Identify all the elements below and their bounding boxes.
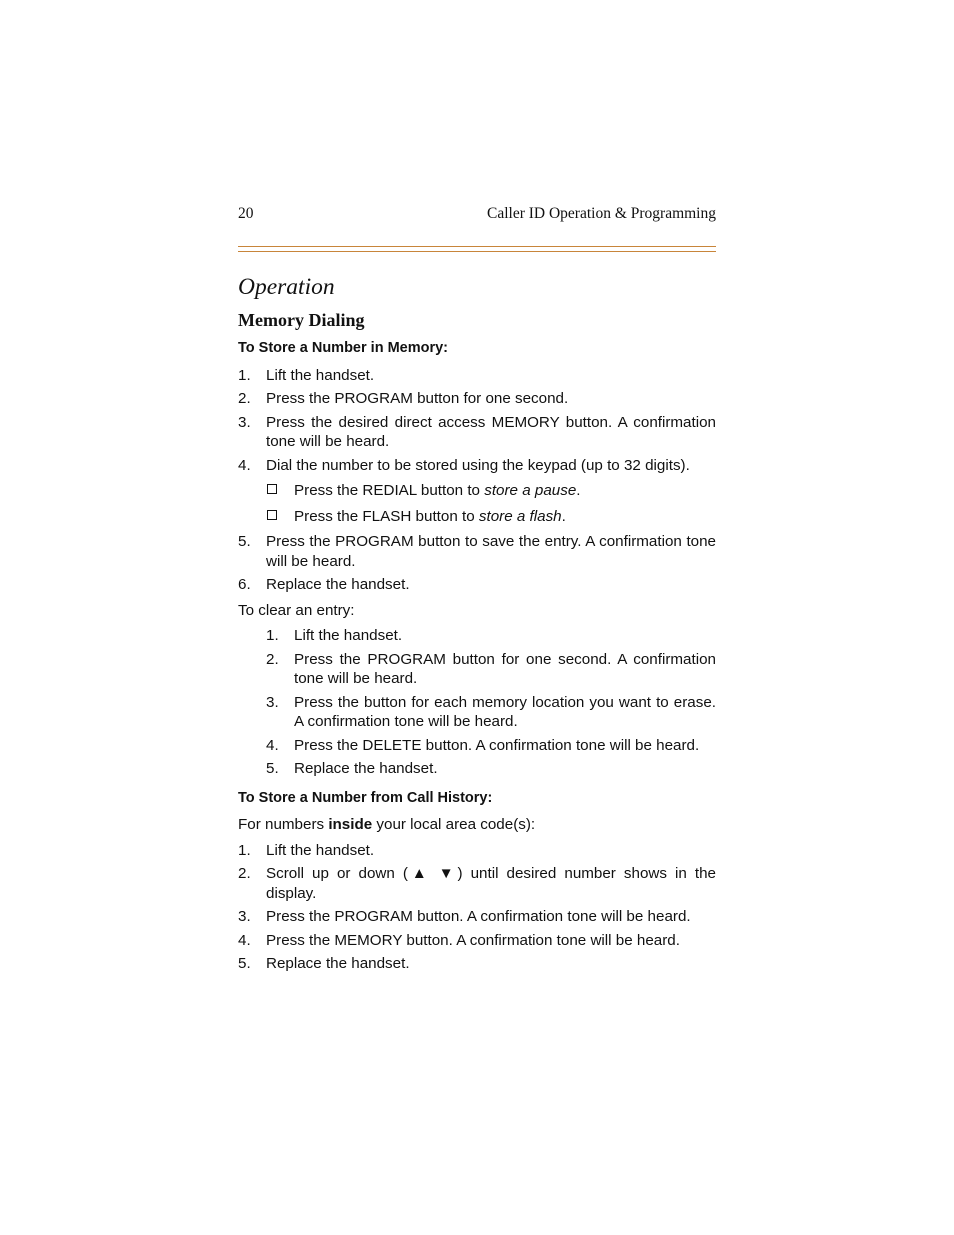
clear-entry-intro: To clear an entry: xyxy=(238,601,355,619)
bullet-item xyxy=(266,481,716,501)
list-item xyxy=(266,626,716,646)
bullet-text xyxy=(294,481,581,501)
list-item xyxy=(238,413,716,452)
store-in-memory-steps xyxy=(238,366,716,476)
list-item xyxy=(238,907,716,927)
step-number: 4. xyxy=(238,456,251,474)
list-item xyxy=(238,954,716,974)
list-item xyxy=(238,389,716,409)
list-item xyxy=(238,864,716,903)
step-number: 1. xyxy=(266,627,279,644)
store-in-memory-heading: To Store a Number in Memory: xyxy=(238,340,449,356)
step-text: Replace the handset. xyxy=(266,576,410,593)
step-text: Press the PROGRAM button to save the entry. A confirmation tone will be heard. xyxy=(266,533,716,570)
step-number: 1. xyxy=(238,366,251,384)
step-number: 3. xyxy=(266,693,279,711)
bullet-emphasis: store a pause xyxy=(484,482,577,499)
step-text: Scroll up or down (▲ ▼) until desired number shows in the display. xyxy=(266,865,716,902)
store-from-history-intro xyxy=(238,815,716,835)
intro-text-end: your local area code(s): xyxy=(372,816,536,833)
step-text: Press the button for each memory location you want to erase. A confirmation tone will be heard. xyxy=(294,693,716,730)
page-number: 20 xyxy=(238,205,254,222)
step-text: Press the PROGRAM button for one second. xyxy=(266,390,569,407)
step-text: Lift the handset. xyxy=(266,841,375,859)
bullet-text-start: Press the REDIAL button to xyxy=(294,482,485,499)
header-rule-bottom xyxy=(238,251,716,252)
square-bullet-icon xyxy=(266,507,294,527)
clear-entry-steps xyxy=(266,626,716,779)
step-text: Press the PROGRAM button for one second. A confirmation tone will be heard. xyxy=(294,650,716,687)
section-title: Operation xyxy=(238,274,335,300)
step-number: 2. xyxy=(266,650,279,668)
step-text: Dial the number to be stored using the keypad (up to 32 digits). xyxy=(266,456,690,474)
intro-text: For numbers xyxy=(238,816,329,833)
list-item xyxy=(238,575,716,595)
step-text: Press the MEMORY button. A confirmation tone will be heard. xyxy=(266,931,680,949)
store-from-history-heading: To Store a Number from Call History: xyxy=(238,789,493,806)
list-item xyxy=(266,736,716,756)
intro-bold-text: inside xyxy=(328,816,373,833)
bullet-text-end: . xyxy=(561,507,566,525)
subsection-title: Memory Dialing xyxy=(238,310,365,330)
step-number: 4. xyxy=(238,931,251,949)
step-number: 3. xyxy=(238,908,251,925)
store-from-history-steps xyxy=(238,841,716,974)
list-item xyxy=(266,693,716,732)
bullet-text-end: . xyxy=(576,482,581,499)
step-text: Press the PROGRAM button. A confirmation tone will be heard. xyxy=(266,908,691,925)
list-item xyxy=(238,456,716,476)
list-item xyxy=(238,366,716,386)
page-content xyxy=(238,272,716,978)
store-in-memory-steps-continued xyxy=(238,532,716,595)
step-number: 5. xyxy=(238,955,251,972)
list-item xyxy=(238,532,716,571)
step-number: 5. xyxy=(266,760,279,777)
step-number: 4. xyxy=(266,736,279,754)
step-text: Press the desired direct access MEMORY button. A confirmation tone will be heard. xyxy=(266,413,716,450)
step-text: Replace the handset. xyxy=(266,955,410,972)
step-text: Lift the handset. xyxy=(266,366,375,384)
list-item xyxy=(266,759,716,779)
list-item xyxy=(266,650,716,689)
store-in-memory-bullets xyxy=(238,481,716,526)
bullet-text-start: Press the FLASH button to xyxy=(294,507,479,525)
bullet-item xyxy=(266,507,716,527)
square-bullet-icon xyxy=(266,481,294,501)
bullet-emphasis: store a flash xyxy=(478,507,562,525)
step-number: 2. xyxy=(238,865,251,882)
step-text: Lift the handset. xyxy=(294,627,403,644)
step-text: Press the DELETE button. A confirmation tone will be heard. xyxy=(294,736,700,754)
step-text: Replace the handset. xyxy=(294,760,438,777)
running-title: Caller ID Operation & Programming xyxy=(486,205,716,222)
list-item xyxy=(238,841,716,861)
step-number: 1. xyxy=(238,841,251,859)
bullet-text xyxy=(294,507,566,527)
step-number: 2. xyxy=(238,390,251,407)
step-number: 6. xyxy=(238,576,251,593)
header-rule-top xyxy=(238,246,716,247)
list-item xyxy=(238,931,716,951)
step-number: 5. xyxy=(238,533,251,550)
step-number: 3. xyxy=(238,413,251,431)
